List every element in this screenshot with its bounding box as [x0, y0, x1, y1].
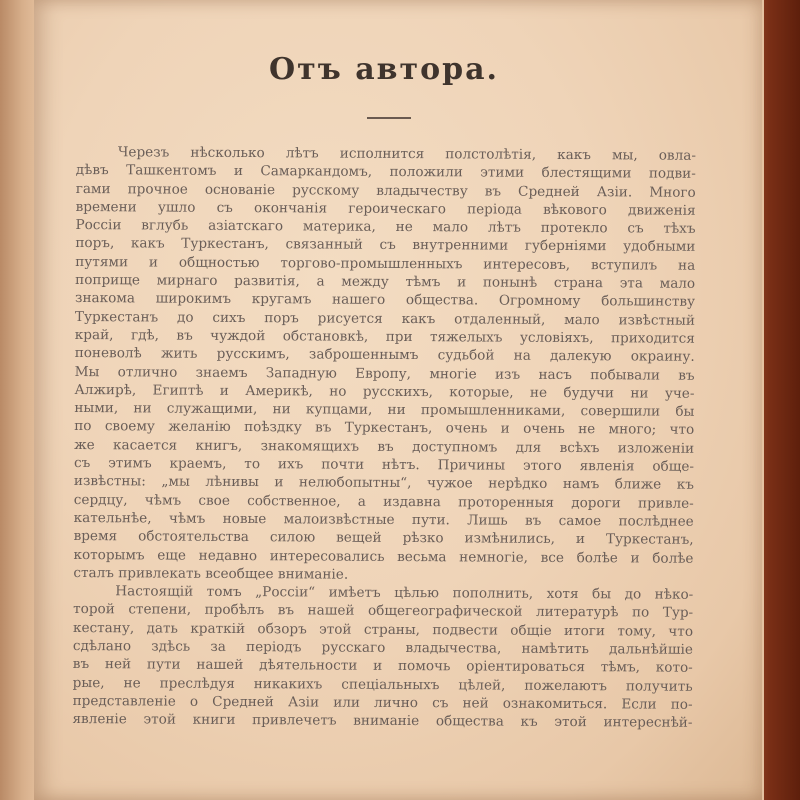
text-line: поневолѣ жить русскимъ, заброшеннымъ судьбой на далекую окраину.	[74, 345, 695, 366]
text-line: торой степени, пробѣлъ въ нашей общегеографической литературѣ по Тур-	[73, 601, 694, 622]
text-line: поръ, какъ Туркестанъ, связанный съ внутренними губерніями удобными	[75, 235, 696, 256]
text-line: путями и общностью торгово-промышленныхъ интересовъ, вступилъ на	[75, 253, 696, 274]
text-line: представленіе о Средней Азіи или лично съ ней ознакомиться. Если по-	[72, 692, 693, 713]
paragraph-1	[73, 143, 696, 586]
text-line: которымъ еще недавно интересовались весьма немногіе, все болѣе и болѣе	[73, 546, 694, 567]
text-line: Мы отлично знаемъ Западную Европу, многіе изъ насъ побывали въ	[74, 363, 695, 384]
text-line: Россіи вглубь азіатскаго материка, не мало лѣтъ протекло съ тѣхъ	[75, 217, 696, 237]
paragraph-2	[72, 582, 693, 732]
text-line: рые, не преслѣдуя никакихъ спеціальныхъ цѣлей, пожелаютъ получить	[72, 674, 693, 695]
text-line: гами прочное основаніе русскому владычеству въ Средней Азіи. Много	[75, 180, 696, 201]
text-line: въ ней пути нашей дѣятельности и помочь оріентироваться тѣмъ, кото-	[72, 656, 693, 677]
text-line: времени ушло съ окончанія героическаго періода вѣкового движенія	[75, 198, 696, 219]
chapter-heading: Отъ автора.	[269, 52, 499, 87]
text-line: сталъ привлекать всеобщее вниманіе.	[73, 564, 349, 583]
text-line: кестану, дать краткій обзоръ этой страны, подвести общіе итоги тому, что	[72, 619, 694, 640]
text-line: же касается книгъ, знакомящихъ въ доступномъ для всѣхъ изложеніи	[74, 436, 695, 457]
text-line: извѣстны: „мы лѣнивы и нелюбопытны“, чужое нерѣдко намъ ближе къ	[73, 473, 694, 494]
text-line: сердцу, чѣмъ свое собственное, а издавна проторенныя дороги привле-	[73, 491, 694, 512]
text-line: кательнѣе, чѣмъ новые малоизвѣстные пути. Лишь въ самое послѣднее	[73, 509, 694, 530]
text-line: Настоящій томъ „Россіи“ имѣетъ цѣлью пополнить, хотя бы до нѣко-	[115, 583, 694, 603]
text-line: время обстоятельства силою вещей рѣзко измѣнились, и Туркестанъ,	[73, 528, 694, 549]
heading-divider	[367, 117, 411, 119]
text-line: по своему желанію поѣздку въ Туркестанъ, очень и очень не много; что	[74, 418, 695, 439]
text-line: Туркестанъ до сихъ поръ рисуется какъ отдаленный, мало извѣстный	[74, 308, 695, 329]
text-line: дѣвъ Ташкентомъ и Самаркандомъ, положили этими блестящими подви-	[75, 162, 696, 183]
text-line: ными, ни служащими, ни купцами, ни промышленниками, совершили бы	[74, 400, 695, 420]
text-line: край, гдѣ, въ чуждой обстановкѣ, при тяжелыхъ условіяхъ, приходится	[74, 326, 695, 347]
text-line: Алжирѣ, Египтѣ и Америкѣ, но русскихъ, которые, не будучи ни уче-	[74, 381, 695, 402]
text-line: съ этимъ краемъ, то ихъ почти нѣтъ. Причины этого явленія обще-	[73, 455, 695, 475]
text-line: знакома широкимъ кругамъ нашего общества. Огромному большинству	[75, 290, 696, 311]
text-line: явленіе этой книги привлечетъ вниманіе общества къ этой интереснѣй-	[72, 711, 693, 731]
body-text	[72, 143, 696, 732]
text-line: Черезъ нѣсколько лѣтъ исполнится полстолѣтія, какъ мы, овла-	[117, 144, 696, 164]
text-line: поприще мирнаго развитія, а между тѣмъ и понынѣ страна эта мало	[75, 272, 696, 292]
text-line: сдѣлано здѣсь за періодъ русскаго владычества, намѣтить дальнѣйшіе	[72, 638, 693, 658]
